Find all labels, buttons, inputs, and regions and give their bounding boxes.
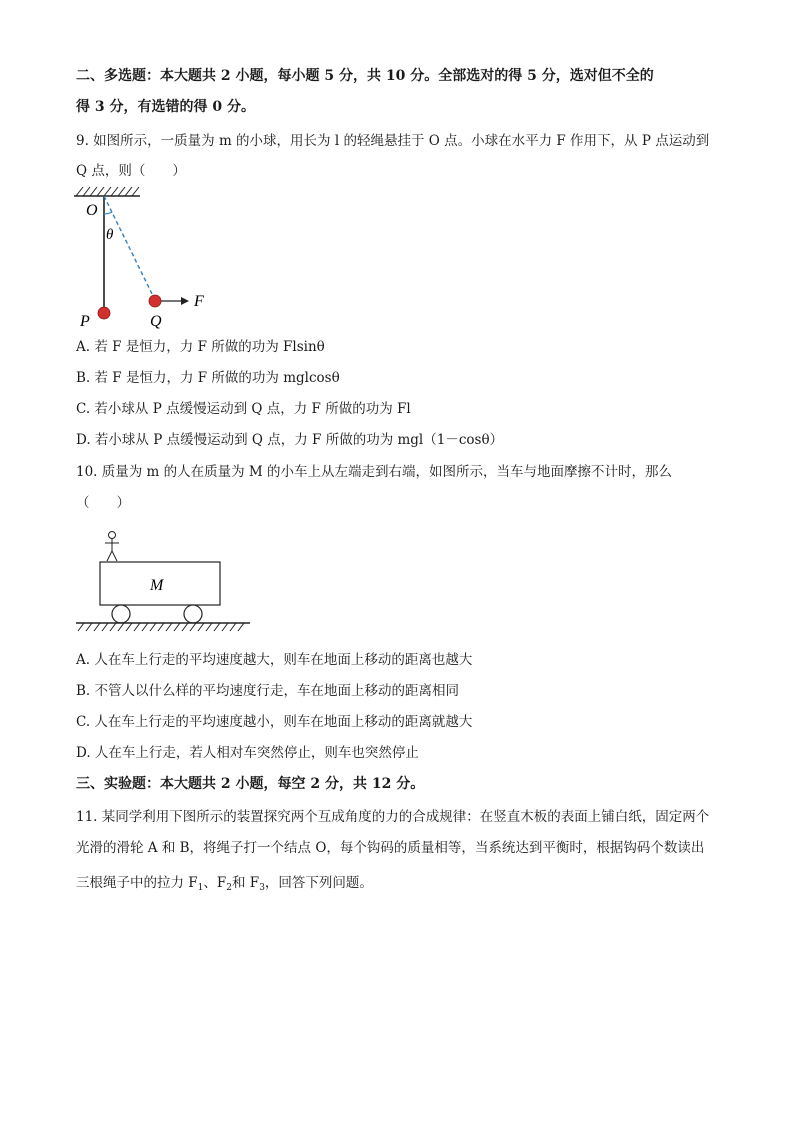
ball-p [98, 307, 110, 319]
q9-pendulum-figure [70, 184, 220, 334]
q9-option-c: C. 若小球从 P 点缓慢运动到 Q 点，力 F 所做的功为 Fl [76, 401, 411, 417]
q9-option-d: D. 若小球从 P 点缓慢运动到 Q 点，力 F 所做的功为 mgl（1－cosθ） [76, 432, 504, 448]
label-f: F [194, 293, 204, 310]
q11-sub-1: 1 [197, 883, 204, 893]
q10-option-b: B. 不管人以什么样的平均速度行走，车在地面上移动的距离相同 [76, 683, 460, 699]
q9-option-a: A. 若 F 是恒力，力 F 所做的功为 Flsinθ [76, 339, 325, 355]
q10-cart-figure [72, 526, 257, 636]
q10-stem-line1: 10. 质量为 m 的人在质量为 M 的小车上从左端走到右端，如图所示，当车与地面摩擦不计时，那么 [76, 464, 673, 480]
q11-sep-1: 、F [203, 875, 227, 891]
q11-sep-2: 和 F [232, 875, 260, 891]
q11-line1: 11. 某同学利用下图所示的装置探究两个互成角度的力的合成规律：在竖直木板的表面上铺白纸，固定两个 [76, 809, 710, 825]
q9-stem-line2: Q 点，则（ ） [76, 163, 186, 179]
ceiling-hatching [76, 187, 139, 196]
q9-stem-line1: 9. 如图所示，一质量为 m 的小球，用长为 l 的轻绳悬挂于 O 点。小球在水平力 F 作用下，从 P 点运动到 [76, 133, 710, 149]
label-q: Q [150, 313, 162, 330]
q10-stem-line2: （ ） [76, 495, 130, 511]
angle-arc [104, 212, 112, 214]
wheel-right [184, 605, 202, 623]
q11-line3-end: ，回答下列问题。 [264, 875, 373, 891]
ground-hatching [78, 623, 244, 631]
q11-sub-2: 2 [226, 883, 233, 893]
q10-option-a: A. 人在车上行走的平均速度越大，则车在地面上移动的距离也越大 [76, 652, 473, 668]
q11-line2: 光滑的滑轮 A 和 B，将绳子打一个结点 O，每个钩码的质量相等，当系统达到平衡时，根据钩码个数读出 [76, 840, 705, 856]
wheel-left [112, 605, 130, 623]
section2-heading-line2: 得 3 分，有选错的得 0 分。 [76, 99, 255, 115]
label-m-cart: M [150, 577, 164, 594]
label-o: O [86, 202, 98, 219]
section2-heading-line1: 二、多选题：本大题共 2 小题，每小题 5 分，共 10 分。全部选对的得 5 分，选对但不全的 [76, 68, 654, 84]
q11-line3 [76, 873, 373, 898]
string-dashed [104, 196, 155, 300]
q10-option-d: D. 人在车上行走，若人相对车突然停止，则车也突然停止 [76, 745, 419, 761]
section3-heading: 三、实验题：本大题共 2 小题，每空 2 分，共 12 分。 [76, 776, 425, 792]
q11-sub-3: 3 [259, 883, 265, 893]
q11-line3-start: 三根绳子中的拉力 F [76, 875, 198, 891]
ball-q [149, 295, 161, 307]
force-arrowhead [181, 297, 189, 305]
label-theta: θ [106, 227, 114, 243]
person-figure [105, 532, 119, 562]
q10-option-c: C. 人在车上行走的平均速度越小，则车在地面上移动的距离就越大 [76, 714, 473, 730]
label-p: P [80, 313, 90, 330]
q9-option-b: B. 若 F 是恒力，力 F 所做的功为 mglcosθ [76, 370, 340, 386]
